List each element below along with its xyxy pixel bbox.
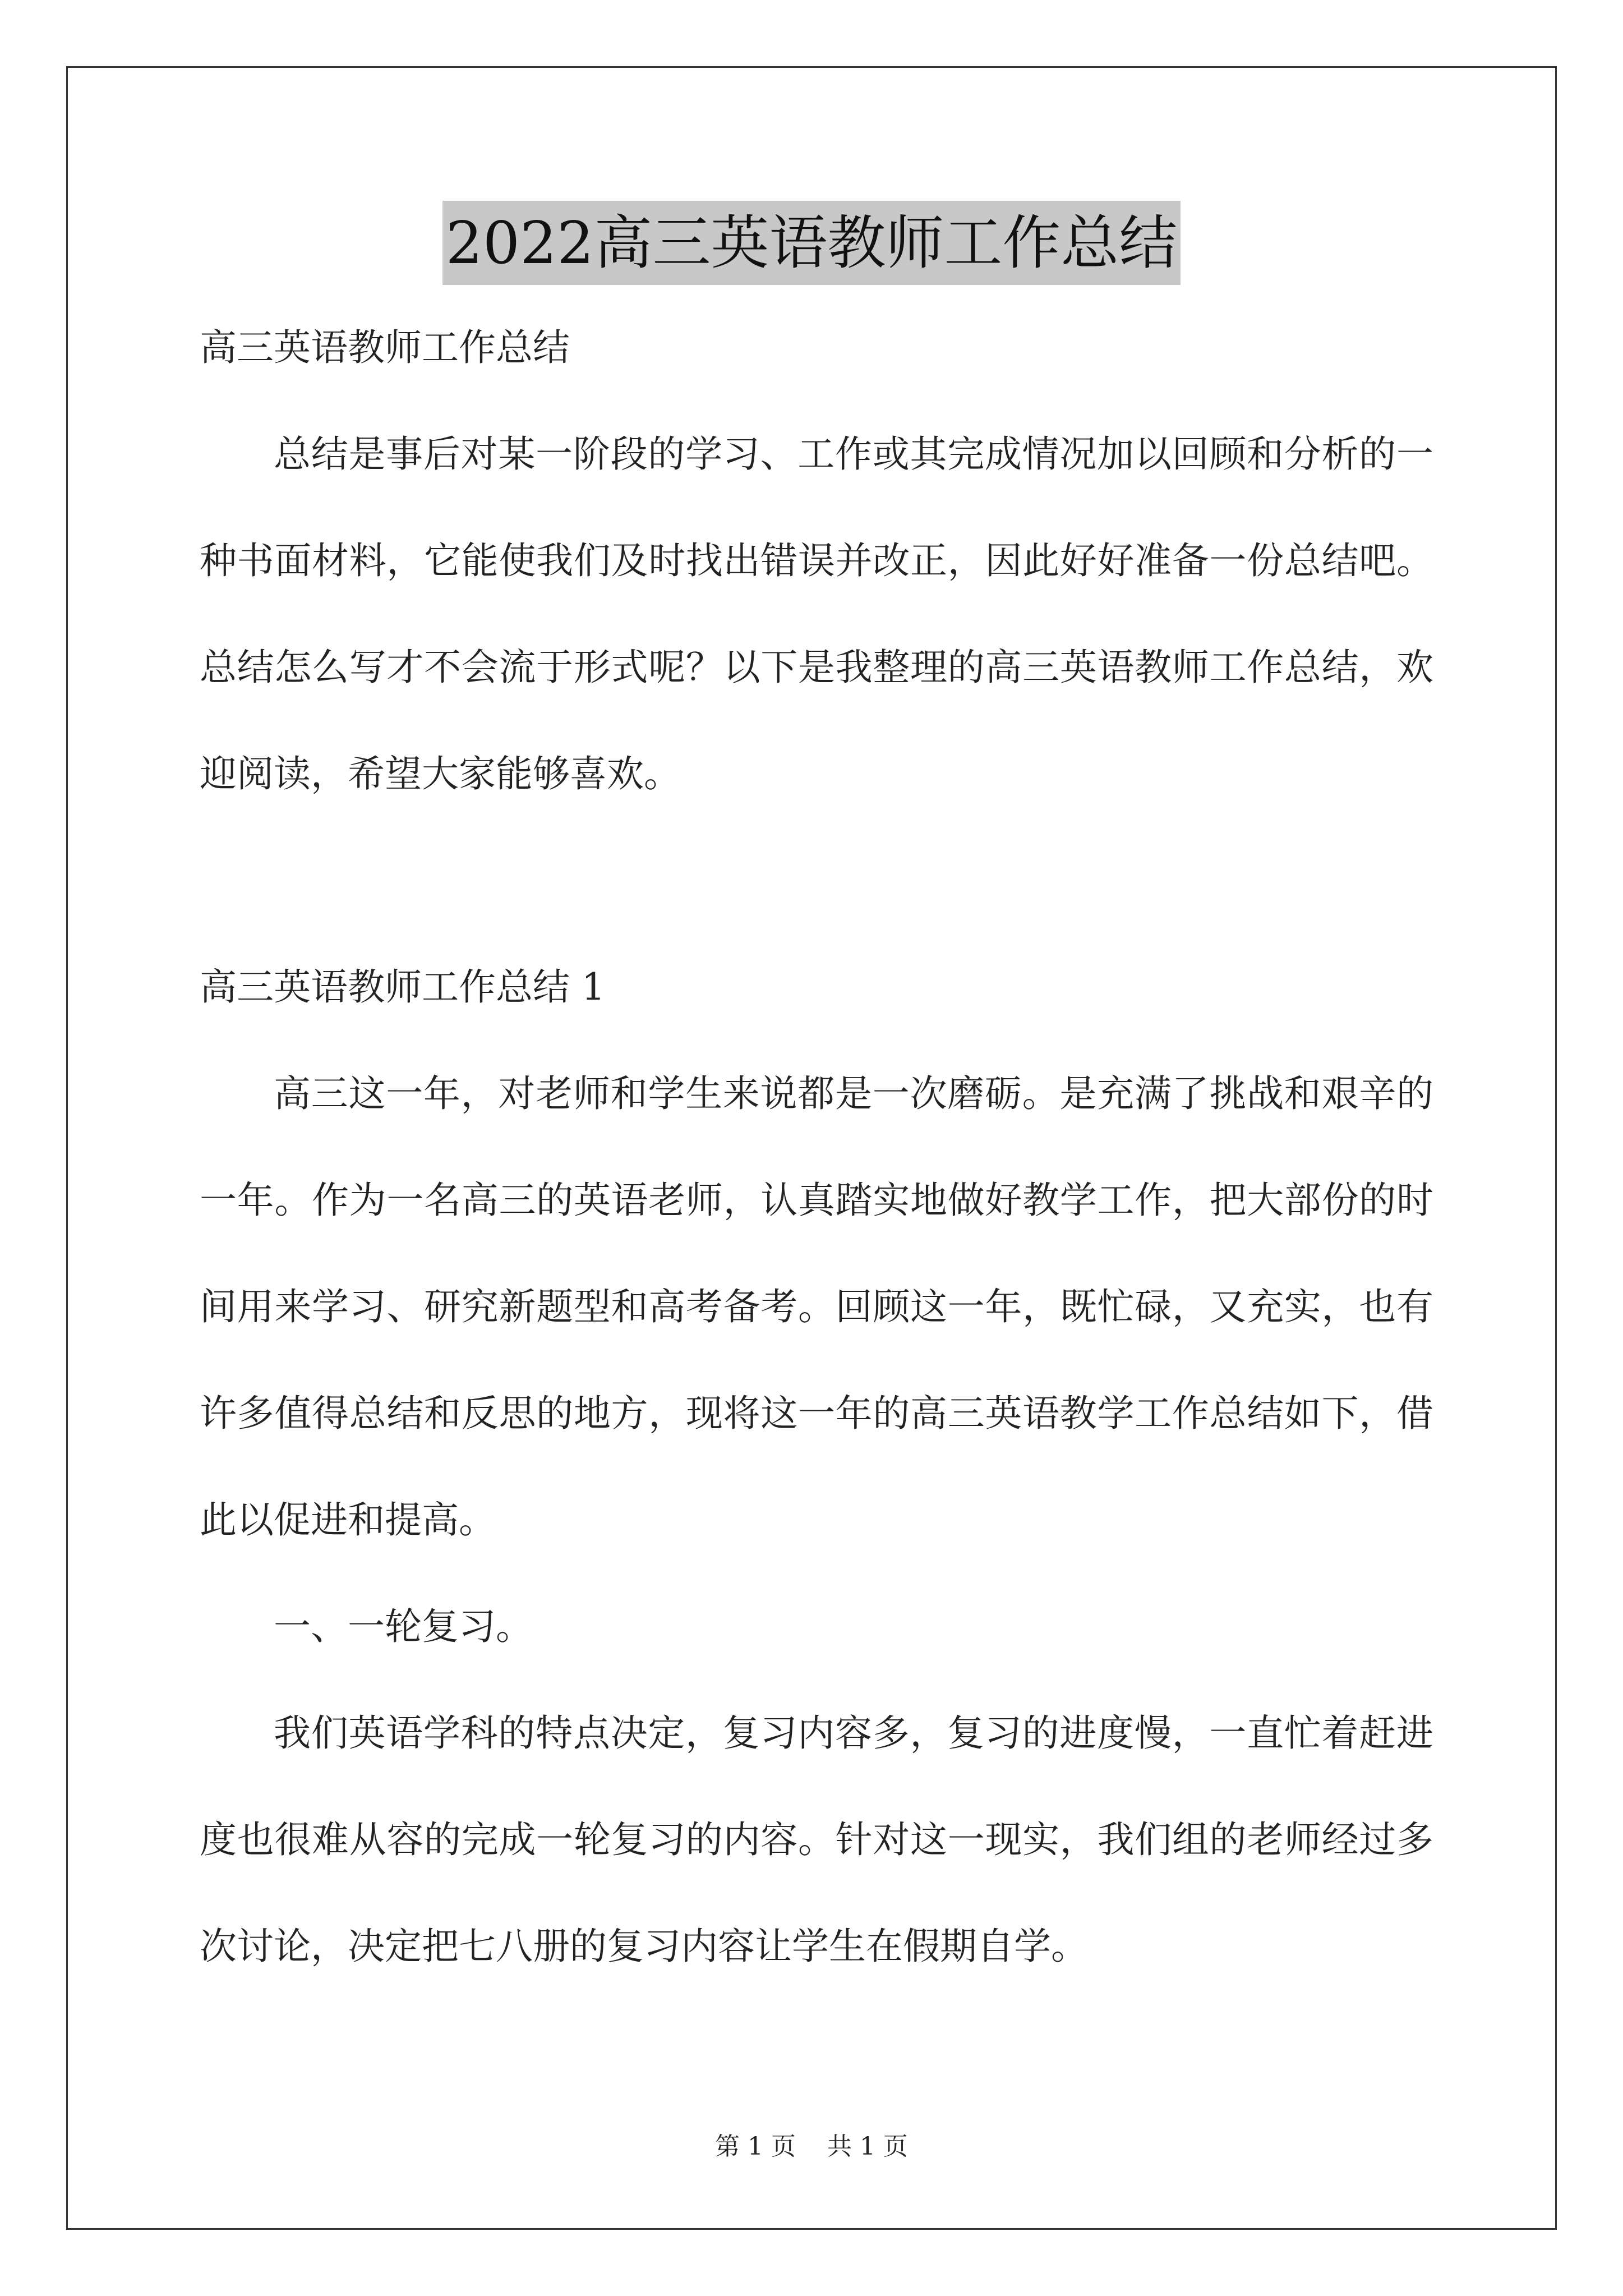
document-title: 2022高三英语教师工作总结 xyxy=(442,201,1181,285)
paragraph-gap xyxy=(200,827,1433,934)
section-paragraph-1: 高三这一年，对老师和学生来说都是一次磨砺。是充满了挑战和艰辛的一年。作为一名高三的英语老师，认真踏实地做好教学工作，把大部份的时间用来学习、研究新题型和高考备考。回顾这一年，既忙碌，又充实，也有许多值得总结和反思的地方，现将这一年的高三英语教学工作总结如下，借此以促进和提高。 xyxy=(200,1072,1433,1542)
title-container xyxy=(0,201,1623,285)
document-subtitle: 高三英语教师工作总结 xyxy=(200,326,570,369)
intro-paragraph: 总结是事后对某一阶段的学习、工作或其完成情况加以回顾和分析的一种书面材料，它能使我们及时找出错误并改正，因此好好准备一份总结吧。总结怎么写才不会流于形式呢？以下是我整理的高三英语教师工作总结，欢迎阅读，希望大家能够喜欢。 xyxy=(200,432,1433,795)
document-body xyxy=(200,295,1433,2000)
section-paragraph-2: 一、一轮复习。 xyxy=(274,1605,533,1648)
section-paragraph-3: 我们英语学科的特点决定，复习内容多，复习的进度慢，一直忙着赶进度也很难从容的完成一轮复习的内容。针对这一现实，我们组的老师经过多次讨论，决定把七八册的复习内容让学生在假期自学。 xyxy=(200,1711,1433,1968)
page-footer: 第 1 页 共 1 页 xyxy=(715,2132,908,2161)
section-heading: 高三英语教师工作总结 1 xyxy=(200,965,605,1009)
